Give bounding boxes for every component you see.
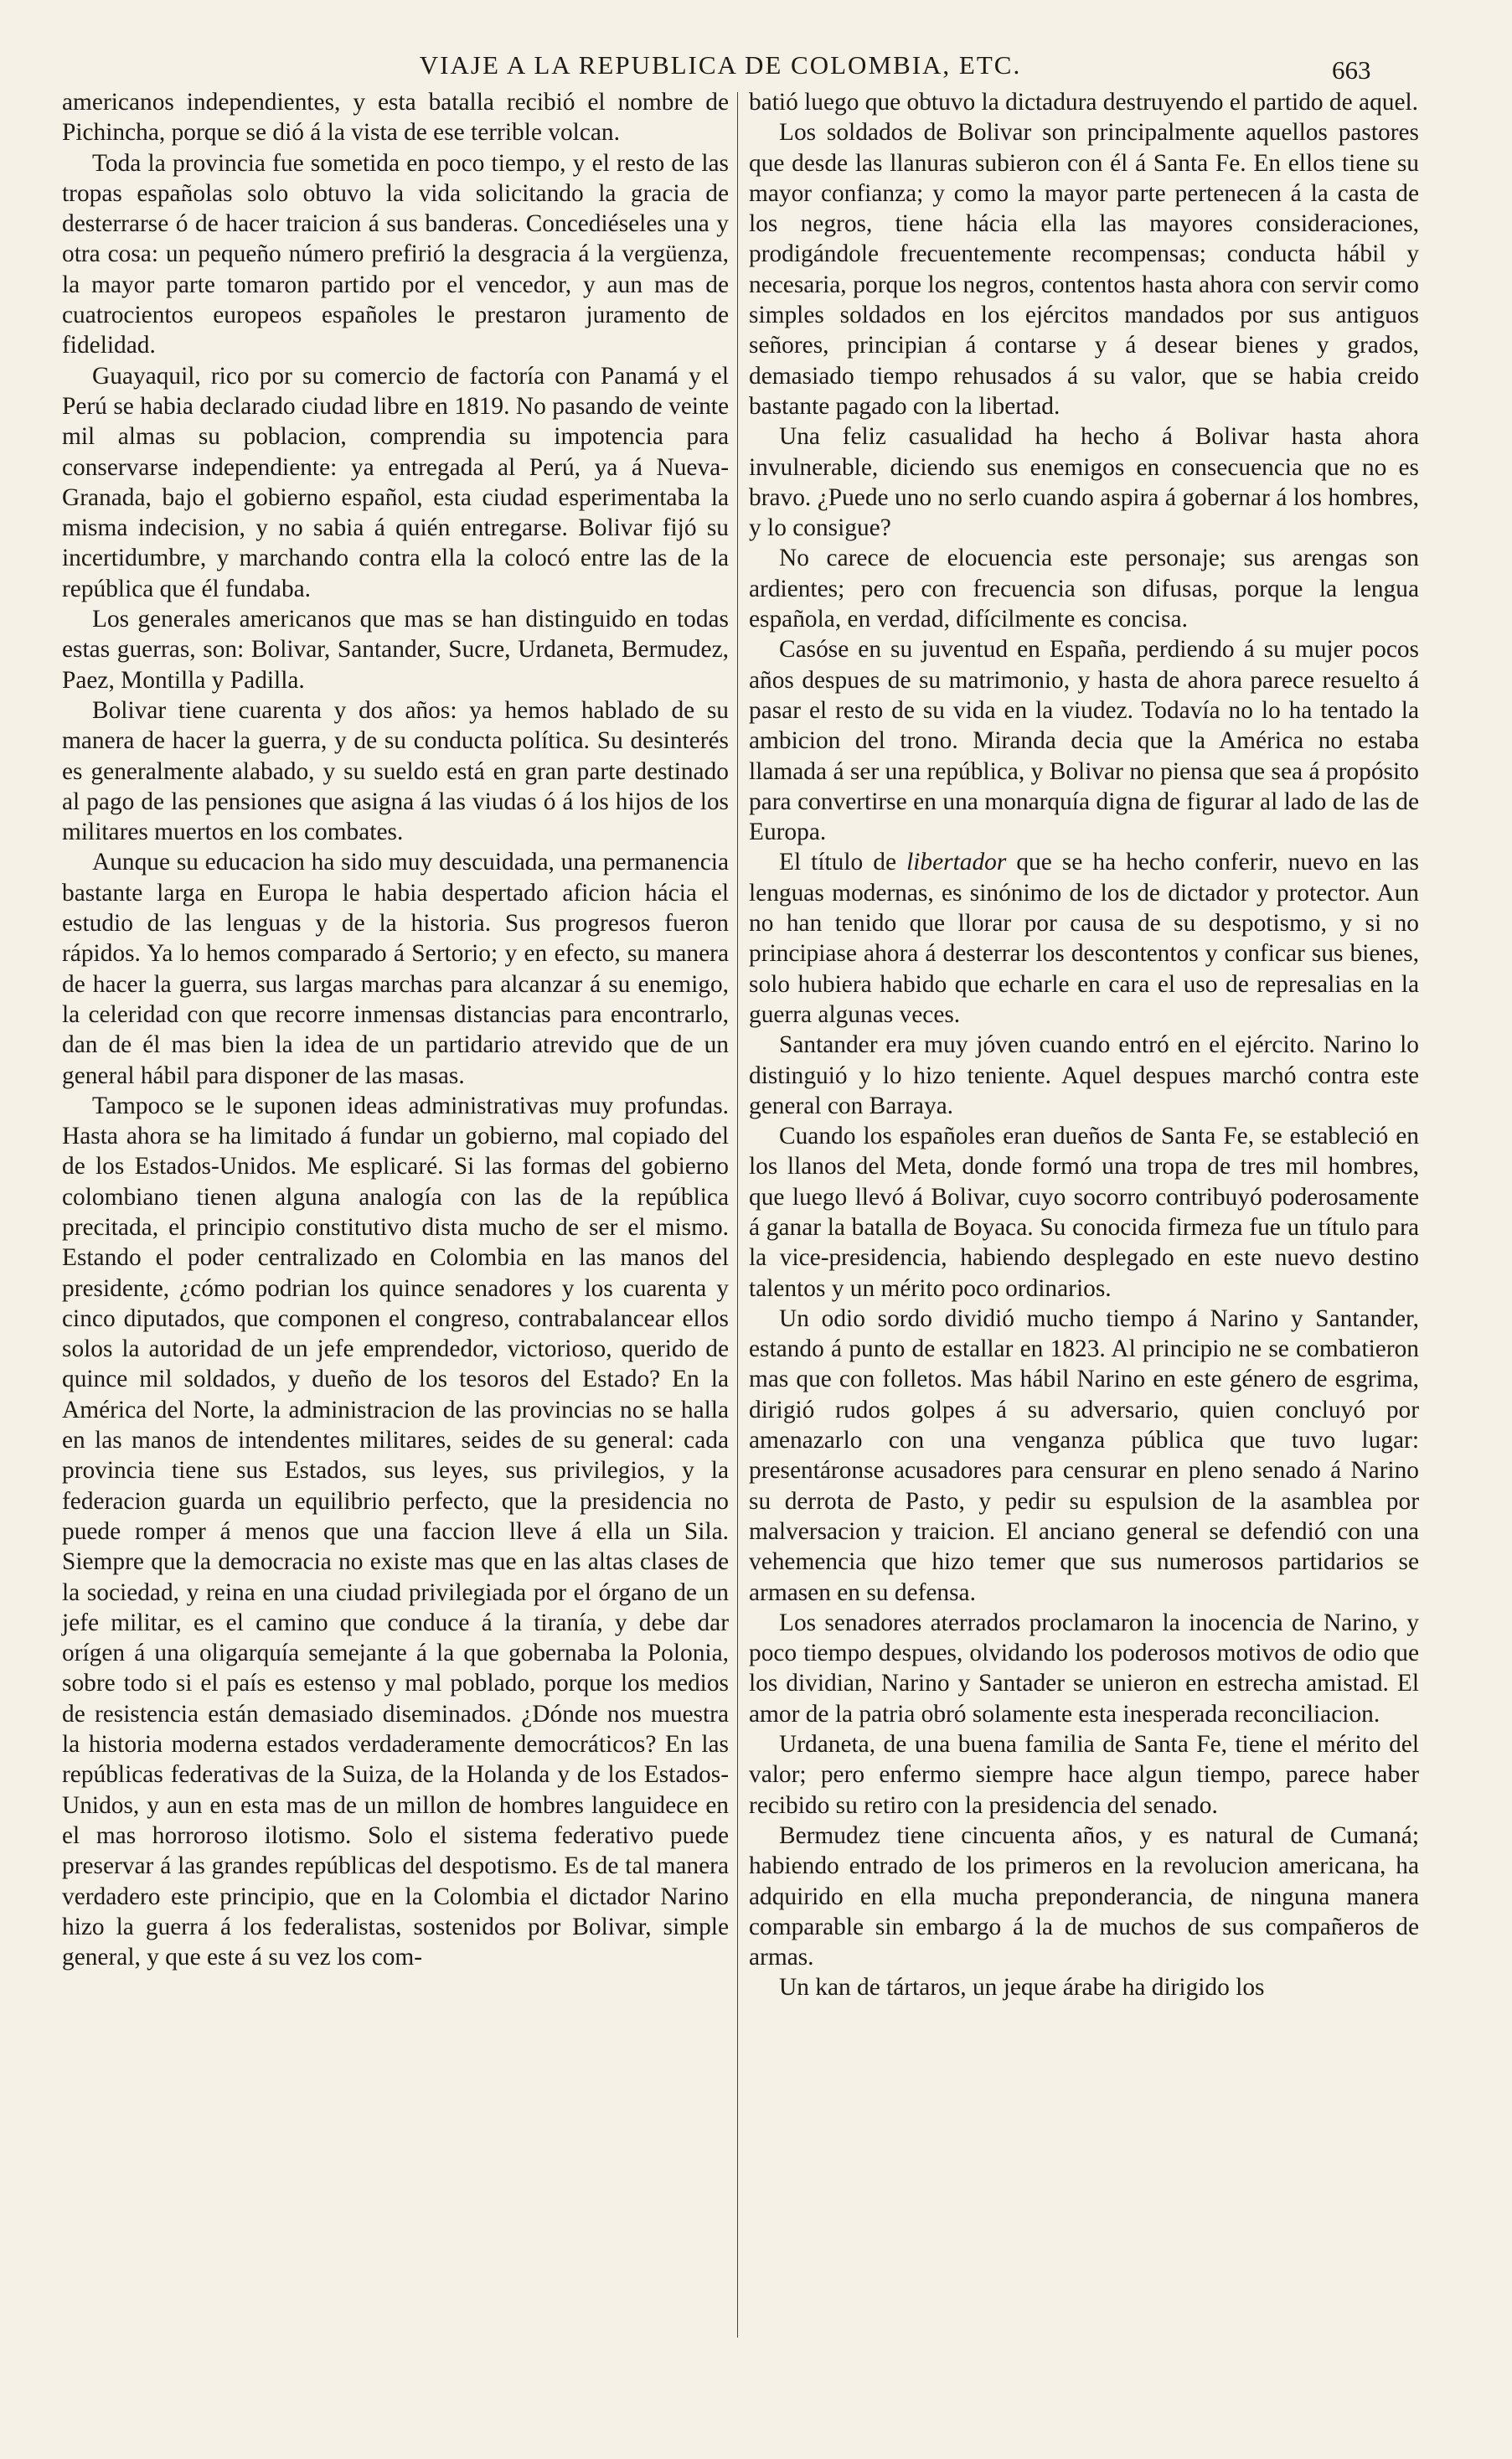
header-title: VIAJE A LA REPUBLICA DE COLOMBIA, ETC. <box>419 50 1022 80</box>
paragraph: Un odio sordo dividió mucho tiempo á Narino y Santander, estando á punto de estallar en 1823. Al principio ne se combatieron mas que con folletos. Mas hábil Narino en este género de esgrima, dirigió rudos golpes á su adversario, quien concluyó por amenazarlo con una venganza pública que tuvo lugar: presentáronse acusadores para censurar en pleno senado á Narino su derrota de Pasto, y pedir su espulsion de la asamblea por malversacion y traicion. El anciano general se defendió con una vehemencia que hizo temer que sus numerosos partidarios se armasen en su defensa. <box>749 1304 1419 1606</box>
paragraph: batió luego que obtuvo la dictadura destruyendo el partido de aquel. <box>749 89 1419 116</box>
paragraph: Cuando los españoles eran dueños de Santa Fe, se estableció en los llanos del Meta, donde formó una tropa de tres mil hombres, que luego llevó á Bolivar, cuyo socorro contribuyó poderosamente á ganar la batalla de Boyaca. Su conocida firmeza fue un título para la vice-presidencia, habiendo desplegado en este nuevo destino talentos y un mérito poco ordinarios. <box>749 1123 1419 1302</box>
paragraph: Un kan de tártaros, un jeque árabe ha dirigido los <box>779 1974 1265 2002</box>
paragraph: Toda la provincia fue sometida en poco tiempo, y el resto de las tropas españolas solo obtuvo la vida solicitando la gracia de desterrarse ó de hacer traicion á sus banderas. Concediéseles una y otra cosa: un pequeño número prefirió la desgracia á la vergüenza, la mayor parte tomaron partido por el vencedor, y aun mas de cuatrocientos europeos españoles le prestaron juramento de fidelidad. <box>62 149 729 359</box>
paragraph: Los senadores aterrados proclamaron la inocencia de Narino, y poco tiempo despues, olvidando los poderosos motivos de odio que los dividian, Narino y Santader se unieron en estrecha amistad. El amor de la patria obró solamente esta inesperada reconciliacion. <box>749 1609 1419 1728</box>
paragraph: Guayaquil, rico por su comercio de factoría con Panamá y el Perú se habia declarado ciudad libre en 1819. No pasando de veinte mil almas su poblacion, comprendia su impotencia para conservarse independiente: ya entregada al Perú, ya á Nueva-Granada, bajo el gobierno español, esta ciudad esperimentaba la misma indecision, y no sabia á quién entregarse. Bolivar fijó su incertidumbre, y marchando contra ella la colocó entre las de la república que él fundaba. <box>62 362 729 602</box>
paragraph: Una feliz casualidad ha hecho á Bolivar hasta ahora invulnerable, diciendo sus enemigos en consecuencia que no es bravo. ¿Puede uno no serlo cuando aspira á gobernar á los hombres, y lo consigue? <box>749 423 1419 542</box>
left-column <box>62 87 729 1972</box>
paragraph: Urdaneta, de una buena familia de Santa Fe, tiene el mérito del valor; pero enfermo siempre hace algun tiempo, parece haber recibido su retiro con la presidencia del senado. <box>749 1731 1419 1819</box>
right-column <box>749 87 1419 2003</box>
running-header <box>0 50 1512 87</box>
paragraph: Bermudez tiene cincuenta años, y es natural de Cumaná; habiendo entrado de los primeros en la revolucion americana, ha adquirido en ella mucha preponderancia, de ninguna manera comparable sin embargo á la de muchos de sus compañeros de armas. <box>749 1821 1419 1971</box>
italic-term: libertador <box>906 849 1007 876</box>
paragraph: americanos independientes, y esta batalla recibió el nombre de Pichincha, porque se dió á la vista de ese terrible volcan. <box>62 89 729 147</box>
paragraph: Bolivar tiene cuarenta y dos años: ya hemos hablado de su manera de hacer la guerra, y de su conducta política. Su desinterés es generalmente alabado, y su sueldo está en gran parte destinado al pago de las pensiones que asigna á las viudas ó á los hijos de los militares muertos en los combates. <box>62 696 729 846</box>
column-divider <box>737 92 738 2338</box>
paragraph: Aunque su educacion ha sido muy descuidada, una permanencia bastante larga en Europa le habia despertado aficion hácia el estudio de las lenguas y de la historia. Sus progresos fueron rápidos. Ya lo hemos comparado á Sertorio; y en efecto, su manera de hacer la guerra, sus largas marchas para alcanzar á su enemigo, la celeridad con que recorre inmensas distancias para encontrarlo, dan de él mas bien la idea de un partidario atrevido que de un general hábil para disponer de las masas. <box>62 849 729 1089</box>
paragraph-text: que se ha hecho conferir, nuevo en las lenguas modernas, es sinónimo de los de dictador y protector. Aun no han tenido que llorar por causa de su despotismo, y si no principiase ahora á desterrar los descontentos y conficar sus bienes, solo hubiera habido que echarle en cara el uso de represalias en la guerra algunas veces. <box>749 849 1419 1028</box>
paragraph-text: El título de <box>779 849 907 876</box>
paragraph: Casóse en su juventud en España, perdiendo á su mujer pocos años despues de su matrimonio, y hasta de ahora parece resuelto á pasar el resto de su vida en la viudez. Todavía no lo ha tentado la ambicion del trono. Miranda decia que la América no estaba llamada á ser una república, y Bolivar no piensa que sea á propósito para convertirse en una monarquía digna de figurar al lado de las de Europa. <box>749 636 1419 846</box>
paragraph: Tampoco se le suponen ideas administrativas muy profundas. Hasta ahora se ha limitado á fundar un gobierno, mal copiado del de los Estados-Unidos. Me esplicaré. Si las formas del gobierno colombiano tienen alguna analogía con las de la república precitada, el principio constitutivo dista mucho de ser el mismo. Estando el poder centralizado en Colombia en las manos del presidente, ¿cómo podrian los quince senadores y los cuarenta y cinco diputados, que componen el congreso, contrabalancear ellos solos la autoridad de un jefe emprendedor, victorioso, querido de quince mil soldados, y dueño de los tesoros del Estado? En la América del Norte, la administracion de las provincias no se halla en las manos de intendentes militares, seides de su general: cada provincia tiene sus Estados, sus leyes, sus privilegios, y la federacion guarda un equilibrio perfecto, que la presidencia no puede romper á menos que una faccion lleve á ella un Sila. Siempre que la democracia no existe mas que en las altas clases de la sociedad, y reina en una ciudad privilegiada por el órgano de un jefe militar, es el camino que conduce á la tiranía, y debe dar orígen á una oligarquía semejante á la que gobernaba la Polonia, sobre todo si el país es estenso y mal poblado, porque los medios de resistencia están demasiado diseminados. ¿Dónde nos muestra la historia moderna estados verdaderamente democráticos? En las repúblicas federativas de la Suiza, de la Holanda y de los Estados-Unidos, y aun en esta mas de un millon de hombres languidece en el mas horroroso ilotismo. Solo el sistema federativo puede preservar á las grandes repúblicas del despotismo. Es de tal manera verdadero este principio, que en la Colombia el dictador Narino hizo la guerra á los federalistas, sostenidos por Bolivar, simple general, y que este á su vez los com- <box>62 1092 729 1971</box>
paragraph <box>749 847 1419 1030</box>
paragraph: Santander era muy jóven cuando entró en el ejército. Narino lo distinguió y lo hizo teniente. Aquel despues marchó contra este general con Barraya. <box>749 1031 1419 1119</box>
paragraph: No carece de elocuencia este personaje; sus arengas son ardientes; pero con frecuencia son difusas, porque la lengua española, en verdad, difícilmente es concisa. <box>749 545 1419 633</box>
paragraph: Los soldados de Bolivar son principalmente aquellos pastores que desde las llanuras subieron con él á Santa Fe. En ellos tiene su mayor confianza; y como la mayor parte pertenecen á la casta de los negros, tiene hácia ella las mayores consideraciones, prodigándole frecuentemente recompensas; conducta hábil y necesaria, porque los negros, contentos hasta ahora con servir como simples soldados en los ejércitos mandados por sus antiguos señores, principian á contarse y á desear bienes y grados, demasiado tiempo rehusados á su valor, que se habia creido bastante pagado con la libertad. <box>749 119 1419 420</box>
page-number: 663 <box>1332 55 1371 85</box>
paragraph: Los generales americanos que mas se han distinguido en todas estas guerras, son: Bolivar, Santander, Sucre, Urdaneta, Bermudez, Paez, Montilla y Padilla. <box>62 606 729 694</box>
